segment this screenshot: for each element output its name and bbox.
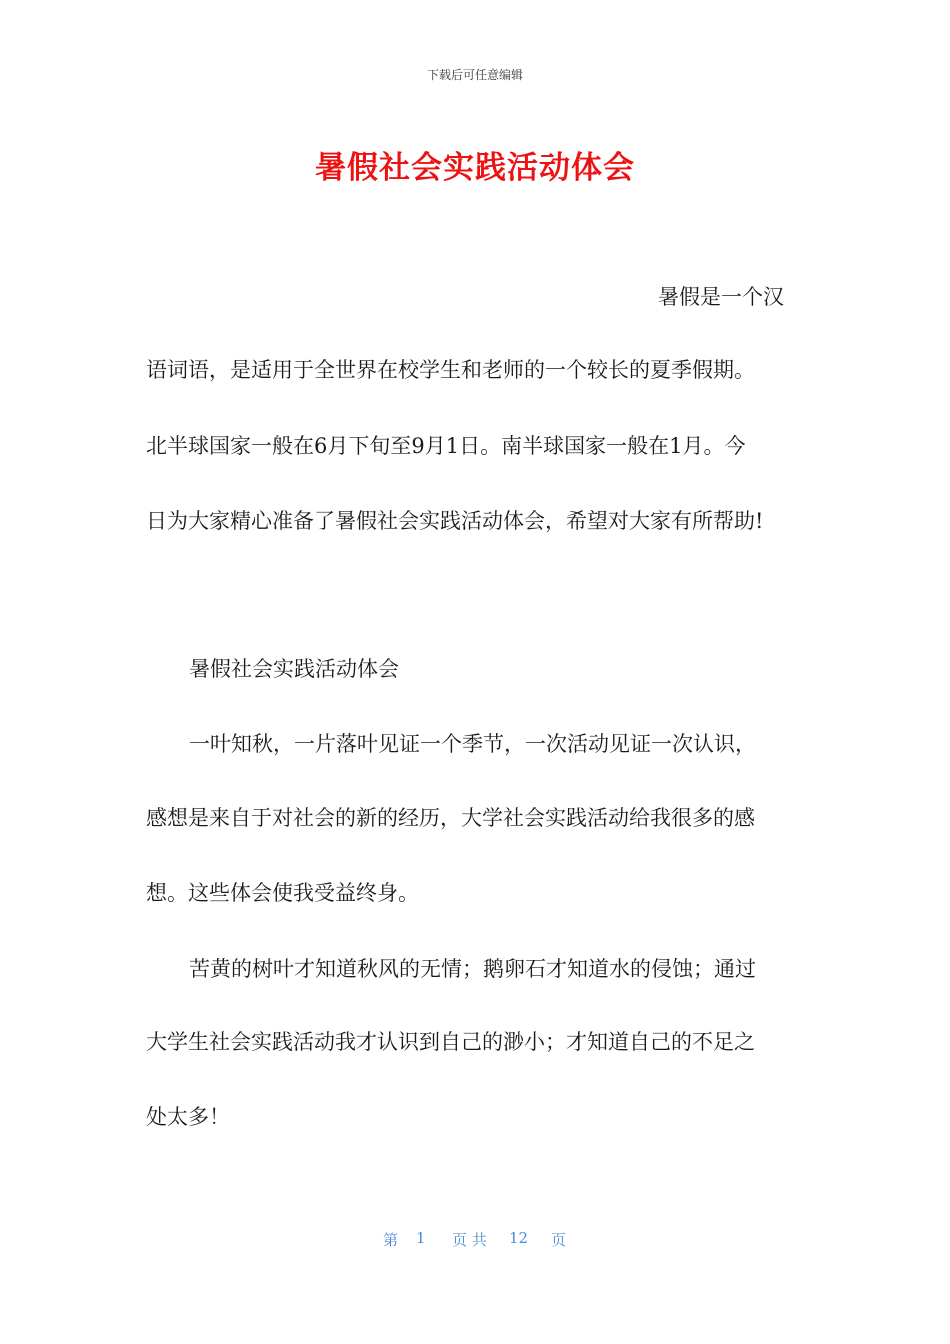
paragraph-line: 语词语，是适用于全世界在校学生和老师的一个较长的夏季假期。 xyxy=(146,358,755,382)
paragraph-line: 一叶知秋，一片落叶见证一个季节，一次活动见证一次认识， xyxy=(189,732,756,756)
footer-ye-gong-label: 页 共 xyxy=(452,1231,487,1249)
page-footer xyxy=(0,1229,950,1253)
paragraph-line: 北半球国家一般在6月下旬至9月1日。南半球国家一般在1月。今 xyxy=(146,434,746,458)
paragraph-line: 大学生社会实践活动我才认识到自己的渺小；才知道自己的不足之 xyxy=(146,1030,755,1054)
paragraph-line: 处太多！ xyxy=(146,1105,230,1129)
footer-ye-label: 页 xyxy=(551,1231,567,1249)
section-heading: 暑假社会实践活动体会 xyxy=(189,657,399,681)
paragraph-line: 苦黄的树叶才知道秋风的无情；鹅卵石才知道水的侵蚀；通过 xyxy=(189,957,756,981)
footer-di-label: 第 xyxy=(383,1231,399,1249)
paragraph-line: 想。这些体会使我受益终身。 xyxy=(146,881,419,905)
header-note: 下载后可任意编辑 xyxy=(426,68,523,82)
document-title: 暑假社会实践活动体会 xyxy=(315,150,635,186)
footer-total-pages: 12 xyxy=(509,1229,529,1247)
footer-current-page: 1 xyxy=(416,1229,426,1247)
paragraph-line: 暑假是一个汉 xyxy=(658,285,784,309)
paragraph-line: 感想是来自于对社会的新的经历，大学社会实践活动给我很多的感 xyxy=(146,806,755,830)
paragraph-line: 日为大家精心准备了暑假社会实践活动体会，希望对大家有所帮助! xyxy=(146,509,764,533)
